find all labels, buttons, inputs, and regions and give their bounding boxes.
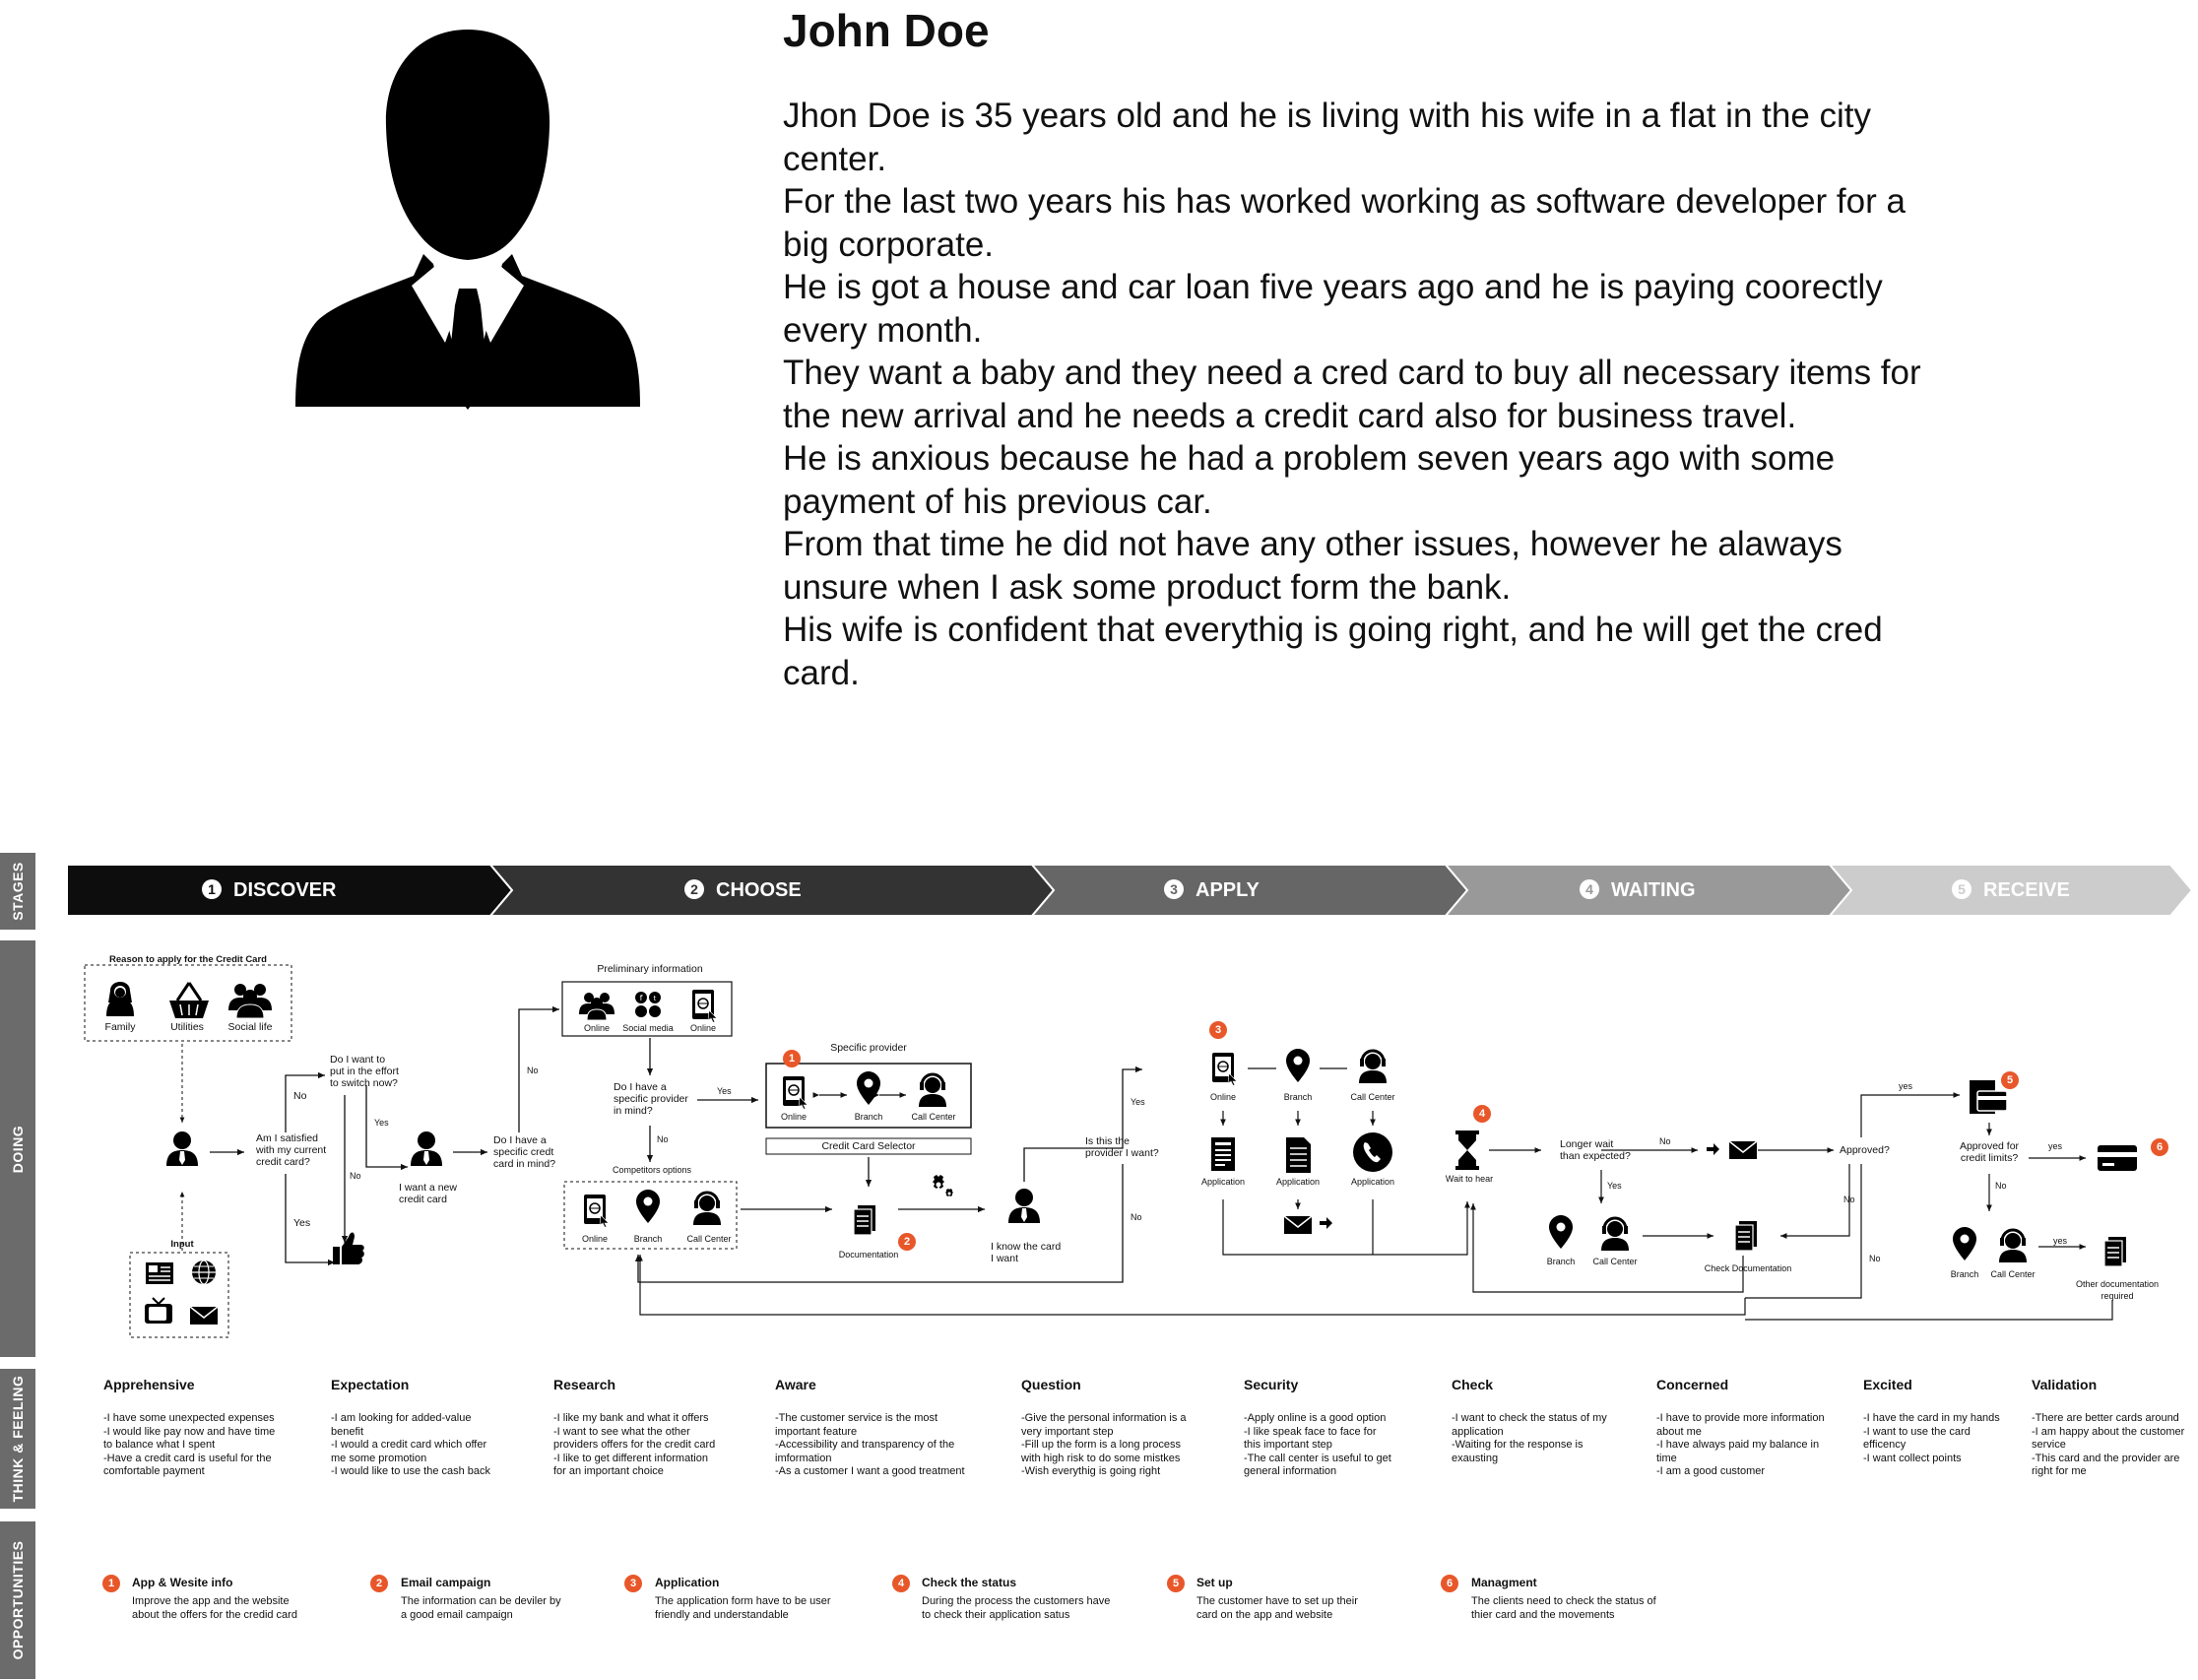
opportunity-badge: 1 [102, 1575, 120, 1592]
label-yes: Yes [293, 1217, 311, 1229]
svg-text:t: t [653, 995, 657, 1002]
emotion-text: -Give the personal information is a very important step -Fill up the form is a long process with high risk to do some mistkes -Wish everythig is going right [1021, 1412, 1187, 1477]
label-yes: yes [2053, 1236, 2068, 1246]
row-label-opportunities: OPPORTUNITIES [0, 1521, 35, 1679]
customer-person-icon [166, 1131, 198, 1166]
persona-name: John Doe [783, 5, 990, 56]
opportunity-title: Email campaign [401, 1576, 491, 1589]
emotion-text: -I have to provide more information about me -I have always paid my balance in time -I am a good customer [1656, 1412, 1825, 1477]
emotion-title: Excited [1863, 1377, 1912, 1392]
know-card: I know the card I want [991, 1241, 1062, 1264]
label-social-media: Social media [622, 1023, 674, 1033]
credit-card-selector: Credit Card Selector [821, 1140, 916, 1152]
stage-receive: 5 RECEIVE [1952, 863, 2070, 918]
input-title: Input [170, 1239, 194, 1250]
question-approved-limits: Approved for credit limits? [1959, 1140, 2020, 1164]
emotion-title: Expectation [331, 1377, 410, 1392]
label-yes: Yes [717, 1086, 732, 1096]
label-documentation: Documentation [838, 1250, 899, 1260]
application-form-icon [1211, 1137, 1235, 1171]
bio-paragraph: He is anxious because he had a problem seven years ago with some payment of his previous car. [783, 439, 1836, 521]
question-approved: Approved? [1840, 1144, 1890, 1156]
reason-title: Reason to apply for the Credit Card [109, 954, 267, 965]
stage-waiting: 4 WAITING [1580, 863, 1696, 918]
label-branch: Branch [854, 1112, 883, 1122]
label-application: Application [1350, 1177, 1395, 1187]
phone-icon [1353, 1132, 1392, 1172]
question-is-provider: Is this the provider I want? [1085, 1135, 1159, 1159]
row-label-doing: DOING [0, 940, 35, 1357]
envelope-icon [190, 1307, 218, 1325]
opportunity-badge: 2 [370, 1575, 388, 1592]
opportunity-text: The application form have to be user friendly and understandable [655, 1595, 831, 1621]
opportunity-title: Check the status [922, 1576, 1017, 1589]
wait-to-hear: Wait to hear [1445, 1174, 1494, 1184]
social-media-icon [635, 992, 661, 1017]
label-no: No [1131, 1212, 1142, 1222]
label-no: No [350, 1171, 361, 1181]
question-longer-wait: Longer wait than expected? [1560, 1138, 1631, 1162]
globe-icon [192, 1260, 216, 1284]
label-call-center: Call Center [1350, 1092, 1395, 1102]
row-label-stages: STAGES [0, 853, 35, 930]
opportunity-text: The information can be deviler by a good email campaign [401, 1595, 561, 1621]
label-utilities: Utilities [170, 1021, 204, 1033]
location-pin-icon [857, 1071, 880, 1105]
emotion-title: Apprehensive [103, 1377, 195, 1392]
label-call-center: Call Center [686, 1234, 732, 1244]
label-no: No [657, 1134, 669, 1144]
label-application: Application [1200, 1177, 1246, 1187]
label-no: No [1843, 1195, 1855, 1204]
label-no: No [1869, 1254, 1881, 1263]
opportunity-badge: 5 [2001, 1071, 2019, 1089]
customer-person-icon [411, 1131, 442, 1166]
newspaper-icon [146, 1262, 173, 1284]
location-pin-icon [1953, 1227, 1976, 1260]
question-switch: Do I want to put in the effort to switch now? [330, 1054, 399, 1089]
row-label-think-feeling: THINK & FEELING [0, 1369, 35, 1509]
opportunity-title: App & Wesite info [132, 1576, 233, 1589]
label-online: Online [689, 1023, 717, 1033]
emotion-text: -The customer service is the most important feature -Accessibility and transparency of the imformation -As a customer I want a good treatment [775, 1412, 965, 1477]
label-yes: yes [1899, 1081, 1913, 1091]
credit-card-icon [2098, 1145, 2137, 1171]
label-no: No [293, 1090, 307, 1102]
label-online: Online [1209, 1092, 1237, 1102]
bio-paragraph: He is got a house and car loan five years ago and he is paying coorectly every month. [783, 268, 1883, 350]
call-center-headset-icon [1601, 1218, 1629, 1251]
emotion-title: Security [1244, 1377, 1299, 1392]
preliminary-title: Preliminary information [597, 963, 703, 975]
application-document-icon [1286, 1137, 1311, 1173]
tablet-online-icon [584, 1195, 609, 1227]
emotion-title: Aware [775, 1377, 816, 1392]
emotion-text: -Apply online is a good option -I like speak face to face for this important step -The call center is useful to get general information [1244, 1412, 1391, 1477]
bio-paragraph: From that time he did not have any other issues, however he alaways unsure when I ask some product form the bank. [783, 525, 1842, 607]
tv-icon [145, 1298, 172, 1324]
label-social-life: Social life [227, 1021, 273, 1033]
label-family: Family [104, 1021, 136, 1033]
opportunity-badge: 5 [1167, 1575, 1185, 1592]
call-center-headset-icon [919, 1074, 946, 1107]
emotion-text: -I have some unexpected expenses -I would like pay now and have time to balance what I spent -Have a credit card is useful for the comfortable payment [103, 1412, 276, 1477]
opportunity-text: Improve the app and the website about the offers for the credid card [132, 1595, 297, 1621]
label-no: No [527, 1066, 539, 1075]
opportunity-badge: 3 [624, 1575, 642, 1592]
hourglass-icon [1455, 1131, 1479, 1170]
emotion-text: -I have the card in my hands -I want to use the card efficency -I want collect points [1863, 1412, 2000, 1464]
want-new-card: I want a new credit card [399, 1182, 457, 1205]
location-pin-icon [1549, 1215, 1573, 1249]
label-call-center: Call Center [1592, 1257, 1638, 1266]
label-branch: Branch [1283, 1092, 1313, 1102]
question-specific-provider: Do I have a specific provider in mind? [614, 1081, 688, 1117]
label-yes: Yes [1131, 1097, 1145, 1107]
opportunity-badge: 3 [1209, 1021, 1227, 1039]
opportunity-text: During the process the customers have to check their application satus [922, 1595, 1111, 1621]
tablet-online-icon [783, 1076, 808, 1109]
bio-paragraph: For the last two years his has worked working as software developer for a big corporate. [783, 182, 1906, 264]
emotion-title: Check [1452, 1377, 1494, 1392]
other-documentation: Other documentation required [2075, 1279, 2160, 1301]
opportunity-title: Application [655, 1576, 720, 1589]
competitors-title: Competitors options [612, 1165, 692, 1175]
label-call-center: Call Center [1990, 1269, 2036, 1279]
label-application: Application [1275, 1177, 1321, 1187]
emotion-text: -There are better cards around -I am happy about the customer service -This card and the provider are right for me [2032, 1412, 2185, 1477]
basket-icon [169, 983, 209, 1018]
tablet-online-icon [1212, 1053, 1237, 1085]
label-online: Online [581, 1234, 609, 1244]
opportunity-badge: 2 [898, 1233, 916, 1251]
label-no: No [1995, 1181, 2007, 1191]
people-group-icon [579, 993, 614, 1020]
tablet-online-icon [692, 990, 717, 1022]
opportunity-text: The customer have to set up their card on the app and website [1196, 1595, 1358, 1621]
specific-provider-title: Specific provider [830, 1042, 907, 1054]
envelope-icon [1284, 1216, 1312, 1234]
call-center-headset-icon [1359, 1051, 1387, 1083]
opportunity-badge: 4 [1473, 1105, 1491, 1123]
family-icon [106, 982, 134, 1016]
location-pin-icon [636, 1190, 660, 1223]
emotion-text: -I want to check the status of my application -Waiting for the response is exausting [1452, 1412, 1607, 1464]
customer-person-icon [1008, 1189, 1040, 1223]
label-yes: Yes [374, 1118, 389, 1128]
check-documentation-icon [1735, 1221, 1757, 1251]
label-online: Online [780, 1112, 808, 1122]
social-group-icon [228, 984, 272, 1018]
opportunity-badge: 4 [892, 1575, 910, 1592]
emotion-title: Concerned [1656, 1377, 1729, 1392]
location-pin-icon [1286, 1049, 1310, 1082]
emotion-title: Research [553, 1377, 616, 1392]
opportunity-badge: 1 [783, 1050, 801, 1067]
emotion-title: Validation [2032, 1377, 2098, 1392]
label-no: No [1659, 1136, 1671, 1146]
call-center-headset-icon [693, 1193, 721, 1225]
approved-cards-icon [1970, 1080, 2007, 1114]
opportunity-title: Set up [1196, 1576, 1233, 1589]
emotion-text: -I like my bank and what it offers -I want to see what the other providers offers for the credit card -I like to get different information for an important choice [553, 1412, 716, 1477]
documentation-icon [854, 1205, 875, 1235]
opportunity-text: The clients need to check the status of thier card and the movements [1471, 1595, 1656, 1621]
call-center-headset-icon [1999, 1230, 2027, 1262]
bio-paragraph: His wife is confident that everythig is going right, and he will get the cred card. [783, 611, 1883, 692]
label-call-center: Call Center [911, 1112, 956, 1122]
envelope-icon [1729, 1141, 1757, 1159]
stage-discover: 1 DISCOVER [202, 863, 336, 918]
label-check-documentation: Check Documentation [1704, 1263, 1792, 1273]
label-yes: Yes [1607, 1181, 1622, 1191]
svg-text:f: f [639, 994, 643, 1002]
label-yes: yes [2048, 1141, 2063, 1151]
emotion-text: -I am looking for added-value benefit -I would a credit card which offer me some promotion -I would like to use the cash back [331, 1412, 491, 1477]
bio-paragraph: They want a baby and they need a cred card to buy all necessary items for the new arrival and he needs a credit card also for business travel. [783, 354, 1921, 435]
opportunity-badge: 6 [2151, 1138, 2168, 1156]
stage-apply: 3 APPLY [1164, 863, 1260, 918]
opportunity-badge: 6 [1441, 1575, 1458, 1592]
stage-choose: 2 CHOOSE [684, 863, 802, 918]
thumbs-up-icon [333, 1233, 364, 1265]
label-branch: Branch [1950, 1269, 1979, 1279]
question-specific-card: Do I have a specific credt card in mind? [493, 1134, 556, 1170]
bio-paragraph: Jhon Doe is 35 years old and he is living with his wife in a flat in the city center. [783, 97, 1872, 178]
label-online: Online [583, 1023, 611, 1033]
opportunity-title: Managment [1471, 1576, 1537, 1589]
label-branch: Branch [633, 1234, 663, 1244]
question-satisfied: Am I satisfied with my current credit card? [256, 1132, 327, 1168]
other-documentation-icon [2104, 1237, 2126, 1266]
emotion-title: Question [1021, 1377, 1081, 1392]
label-branch: Branch [1546, 1257, 1576, 1266]
